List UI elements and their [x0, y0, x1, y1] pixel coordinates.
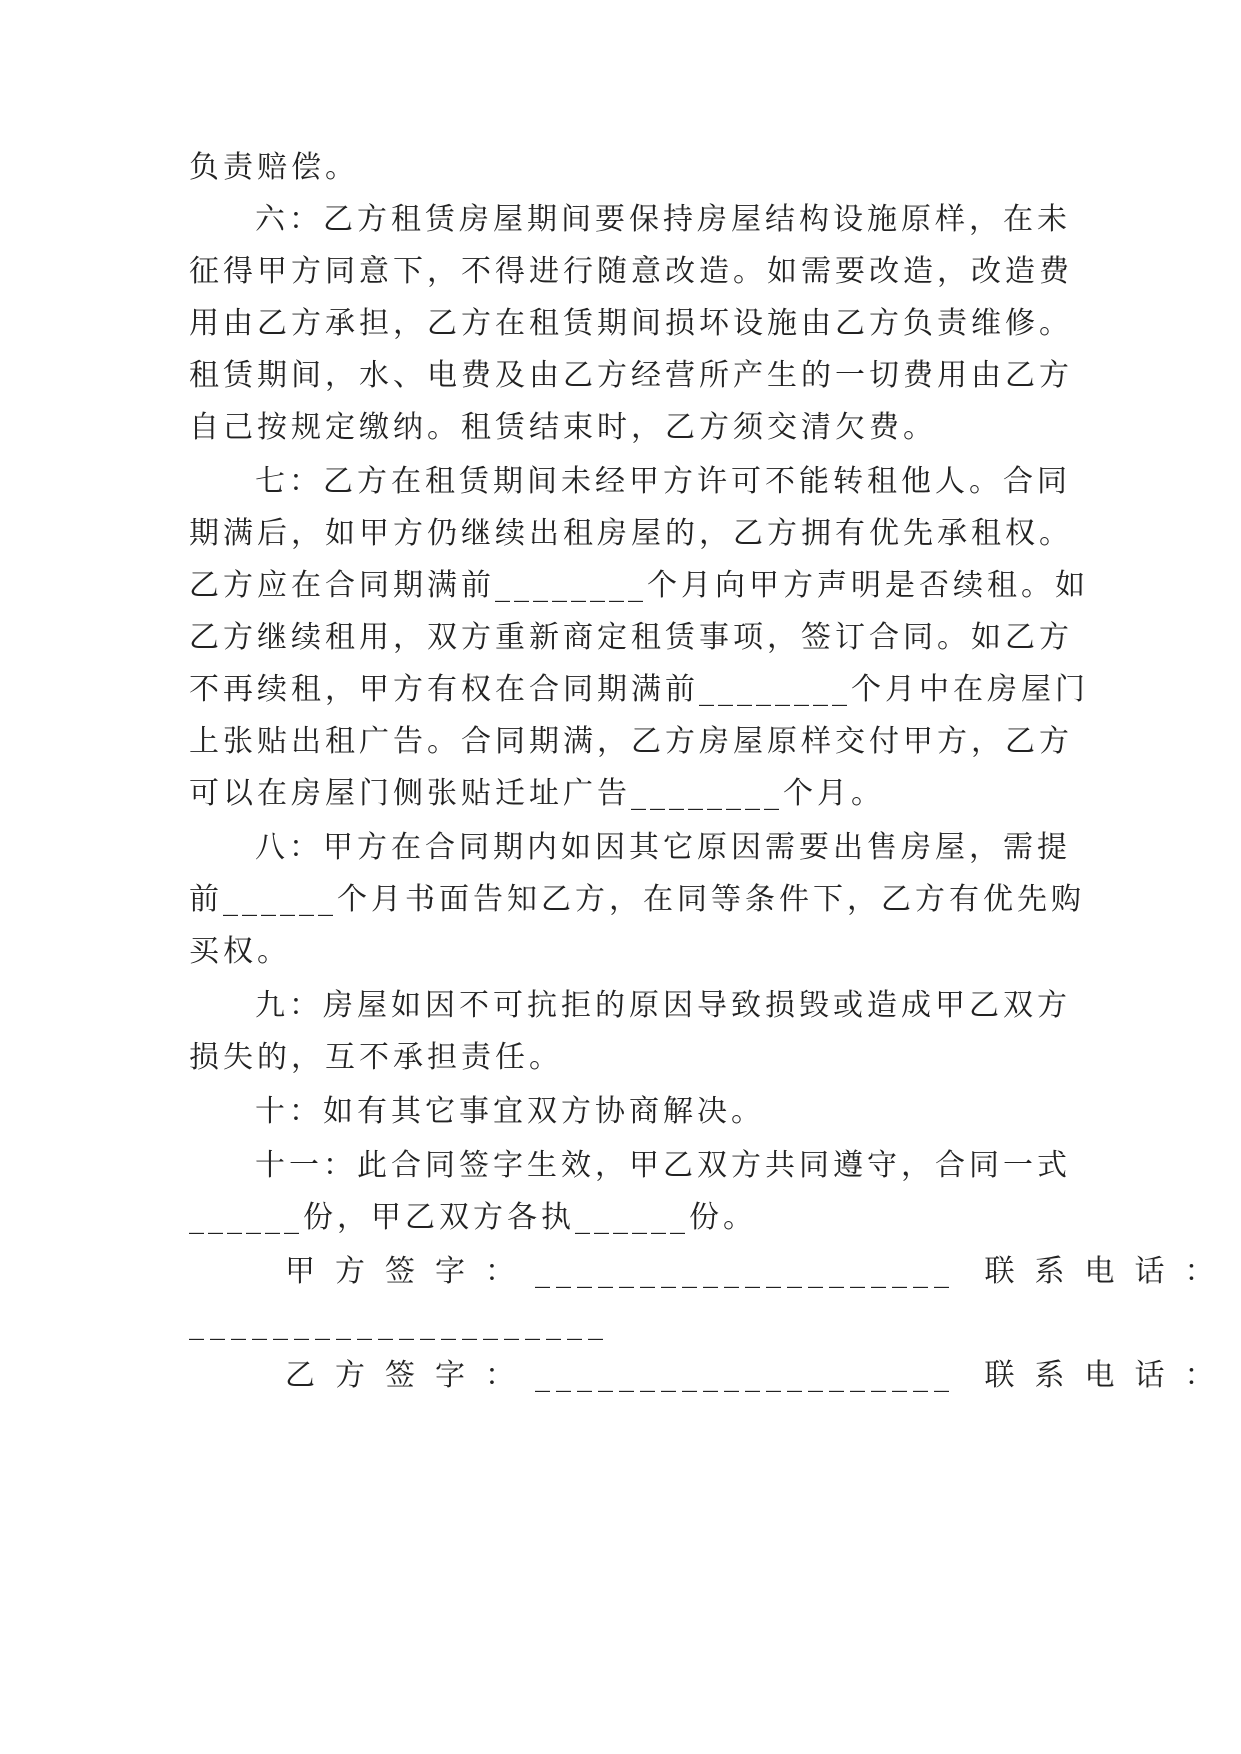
paragraph-line: 前______个月书面告知乙方，在同等条件下，乙方有优先购 — [189, 882, 1085, 917]
paragraph-line: 损失的，互不承担责任。 — [189, 1040, 563, 1075]
paragraph-line: 七：乙方在租赁期间未经甲方许可不能转租他人。合同 — [255, 464, 1071, 499]
paragraph-line: 可以在房屋门侧张贴迁址广告________个月。 — [189, 776, 885, 811]
paragraph-line: 不再续租，甲方有权在合同期满前________个月中在房屋门 — [189, 672, 1089, 707]
party-a-signature-label: 甲方签字： — [285, 1254, 535, 1289]
signature-line-party-a — [285, 1252, 1235, 1292]
party-b-phone-label: 联系电话： — [984, 1358, 1235, 1393]
signature-line-party-b — [285, 1356, 1235, 1396]
party-b-signature-label: 乙方签字： — [285, 1358, 535, 1393]
paragraph-line: 负责赔偿。 — [189, 150, 359, 185]
paragraph-line: 九：房屋如因不可抗拒的原因导致损毁或造成甲乙双方 — [255, 988, 1071, 1023]
paragraph-line: 十：如有其它事宜双方协商解决。 — [255, 1094, 765, 1129]
party-a-signature-blank: ____________________ — [535, 1254, 955, 1289]
paragraph-line: 期满后，如甲方仍继续出租房屋的，乙方拥有优先承租权。 — [189, 516, 1073, 551]
paragraph-line: 乙方继续租用，双方重新商定租赁事项，签订合同。如乙方 — [189, 620, 1073, 655]
party-a-phone-label: 联系电话： — [984, 1254, 1235, 1289]
paragraph-line: 租赁期间，水、电费及由乙方经营所产生的一切费用由乙方 — [189, 358, 1073, 393]
paragraph-line: 征得甲方同意下，不得进行随意改造。如需要改造，改造费 — [189, 254, 1073, 289]
paragraph-line: 用由乙方承担，乙方在租赁期间损坏设施由乙方负责维修。 — [189, 306, 1073, 341]
paragraph-line: 买权。 — [189, 934, 291, 969]
paragraph-line: ______份，甲乙双方各执______份。 — [189, 1200, 757, 1235]
party-b-signature-blank: ____________________ — [535, 1358, 955, 1393]
paragraph-line: 八：甲方在合同期内如因其它原因需要出售房屋，需提 — [255, 830, 1071, 865]
paragraph-line: 乙方应在合同期满前________个月向甲方声明是否续租。如 — [189, 568, 1089, 603]
paragraph-line: 自己按规定缴纳。租赁结束时，乙方须交清欠费。 — [189, 410, 937, 445]
paragraph-line: 上张贴出租广告。合同期满，乙方房屋原样交付甲方，乙方 — [189, 724, 1073, 759]
party-a-phone-blank: ____________________ — [189, 1306, 609, 1341]
paragraph-line: 十一：此合同签字生效，甲乙双方共同遵守，合同一式 — [255, 1148, 1071, 1183]
paragraph-line: 六：乙方租赁房屋期间要保持房屋结构设施原样，在未 — [255, 202, 1071, 237]
